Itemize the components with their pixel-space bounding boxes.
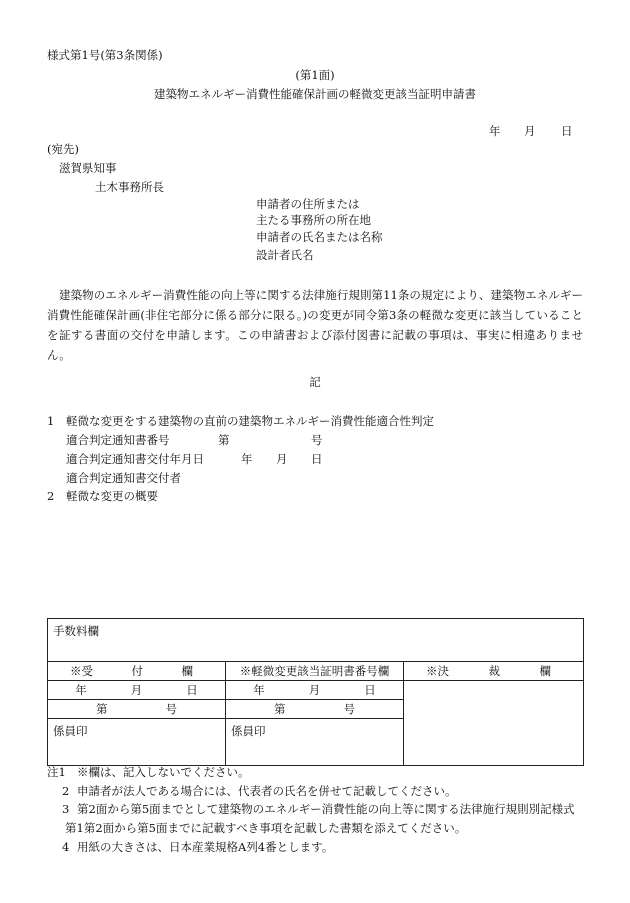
certificate-number-header: ※軽微変更該当証明書番号欄 bbox=[239, 664, 390, 678]
reception-go: 号 bbox=[165, 702, 177, 716]
note-4: 用紙の大きさは、日本産業規格A列4番とします。 bbox=[77, 840, 334, 854]
reception-month: 月 bbox=[130, 683, 143, 697]
certificate-day: 日 bbox=[364, 683, 376, 697]
reception-mark: ※受 bbox=[70, 664, 93, 678]
section2-number: 2 bbox=[47, 489, 55, 503]
certificate-staff-seal: 係員印 bbox=[231, 724, 266, 738]
reception-day: 日 bbox=[186, 683, 198, 697]
certificate-dai: 第 bbox=[274, 702, 286, 716]
note-2: 申請者が法人である場合には、代表者の氏名を併せて記載してください。 bbox=[77, 784, 457, 798]
approval-char-1: 裁 bbox=[488, 664, 500, 678]
certificate-year: 年 bbox=[253, 683, 265, 697]
approval-char-2: 欄 bbox=[539, 664, 551, 678]
issue-date-day: 日 bbox=[311, 452, 323, 466]
reception-header-cell bbox=[48, 662, 226, 681]
reception-date-cell bbox=[48, 681, 226, 700]
fee-cell bbox=[48, 619, 584, 662]
reception-staff-seal: 係員印 bbox=[53, 724, 88, 738]
notes-label: 注1 bbox=[47, 765, 66, 779]
issue-date-label: 適合判定通知書交付年月日 bbox=[66, 452, 204, 466]
issuer-label: 適合判定通知書交付者 bbox=[66, 471, 181, 485]
note-3-number: 3 bbox=[62, 802, 70, 816]
document-title: 建築物エネルギー消費性能確保計画の軽微変更該当証明申請書 bbox=[154, 87, 476, 101]
certificate-date-cell bbox=[226, 681, 404, 700]
notice-number-go: 号 bbox=[311, 433, 323, 447]
section1-number: 1 bbox=[47, 414, 55, 428]
reception-number-cell bbox=[48, 700, 226, 719]
addressee-prefix: (宛先) bbox=[47, 142, 79, 156]
notice-number-dai: 第 bbox=[218, 433, 230, 447]
date-day-label: 日 bbox=[561, 124, 573, 138]
reception-char-2: 欄 bbox=[181, 664, 193, 678]
certificate-month: 月 bbox=[308, 683, 321, 697]
fee-table bbox=[47, 618, 584, 766]
application-statement: 建築物のエネルギー消費性能の向上等に関する法律施行規則第11条の規定により、建築物エネルギー消費性能確保計画(非住宅部分に係る部分に限る。)の変更が同令第3条の軽微な変更に該当していることを証する書面の交付を申請します。この申請書および添付図書に記載の事項は、事実に相違ありません。 bbox=[47, 288, 583, 362]
approval-mark: ※決 bbox=[426, 664, 449, 678]
ki-marker: 記 bbox=[309, 375, 321, 389]
applicant-address-label-1: 申請者の住所または bbox=[256, 197, 360, 211]
page-label: (第1面) bbox=[295, 68, 335, 82]
date-year-label: 年 bbox=[489, 124, 501, 138]
addressee-office: 土木事務所長 bbox=[95, 180, 164, 194]
issue-date-year: 年 bbox=[241, 452, 253, 466]
approval-header-cell bbox=[404, 662, 584, 681]
certificate-number-cell bbox=[226, 700, 404, 719]
note-3-line-2: 第1第2面から第5面までに記載すべき事項を記載した書類を添えてください。 bbox=[65, 821, 467, 835]
section2-title: 軽微な変更の概要 bbox=[66, 489, 158, 503]
addressee-governor: 滋賀県知事 bbox=[59, 161, 117, 175]
approval-body-cell bbox=[404, 681, 584, 766]
certificate-number-header-cell bbox=[226, 662, 404, 681]
fee-label: 手数料欄 bbox=[53, 624, 99, 638]
reception-dai: 第 bbox=[96, 702, 108, 716]
certificate-go: 号 bbox=[343, 702, 355, 716]
reception-seal-cell bbox=[48, 719, 226, 766]
note-1: ※欄は、記入しないでください。 bbox=[77, 765, 250, 779]
certificate-seal-cell bbox=[226, 719, 404, 766]
section1-title: 軽微な変更をする建築物の直前の建築物エネルギー消費性能適合性判定 bbox=[66, 414, 434, 428]
note-4-number: 4 bbox=[62, 840, 70, 854]
reception-char-1: 付 bbox=[131, 664, 143, 678]
date-month-label: 月 bbox=[524, 124, 536, 138]
reception-year: 年 bbox=[75, 683, 87, 697]
note-3-line-1: 第2面から第5面までとして建築物のエネルギー消費性能の向上等に関する法律施行規則別記様式 bbox=[77, 802, 575, 816]
designer-name-label: 設計者氏名 bbox=[256, 248, 314, 262]
applicant-address-label-2: 主たる事務所の所在地 bbox=[256, 213, 371, 227]
notice-number-label: 適合判定通知書番号 bbox=[66, 433, 170, 447]
note-2-number: 2 bbox=[62, 784, 70, 798]
form-number: 様式第1号(第3条関係) bbox=[47, 48, 163, 62]
applicant-name-label: 申請者の氏名または名称 bbox=[256, 230, 383, 244]
issue-date-month: 月 bbox=[276, 452, 288, 466]
